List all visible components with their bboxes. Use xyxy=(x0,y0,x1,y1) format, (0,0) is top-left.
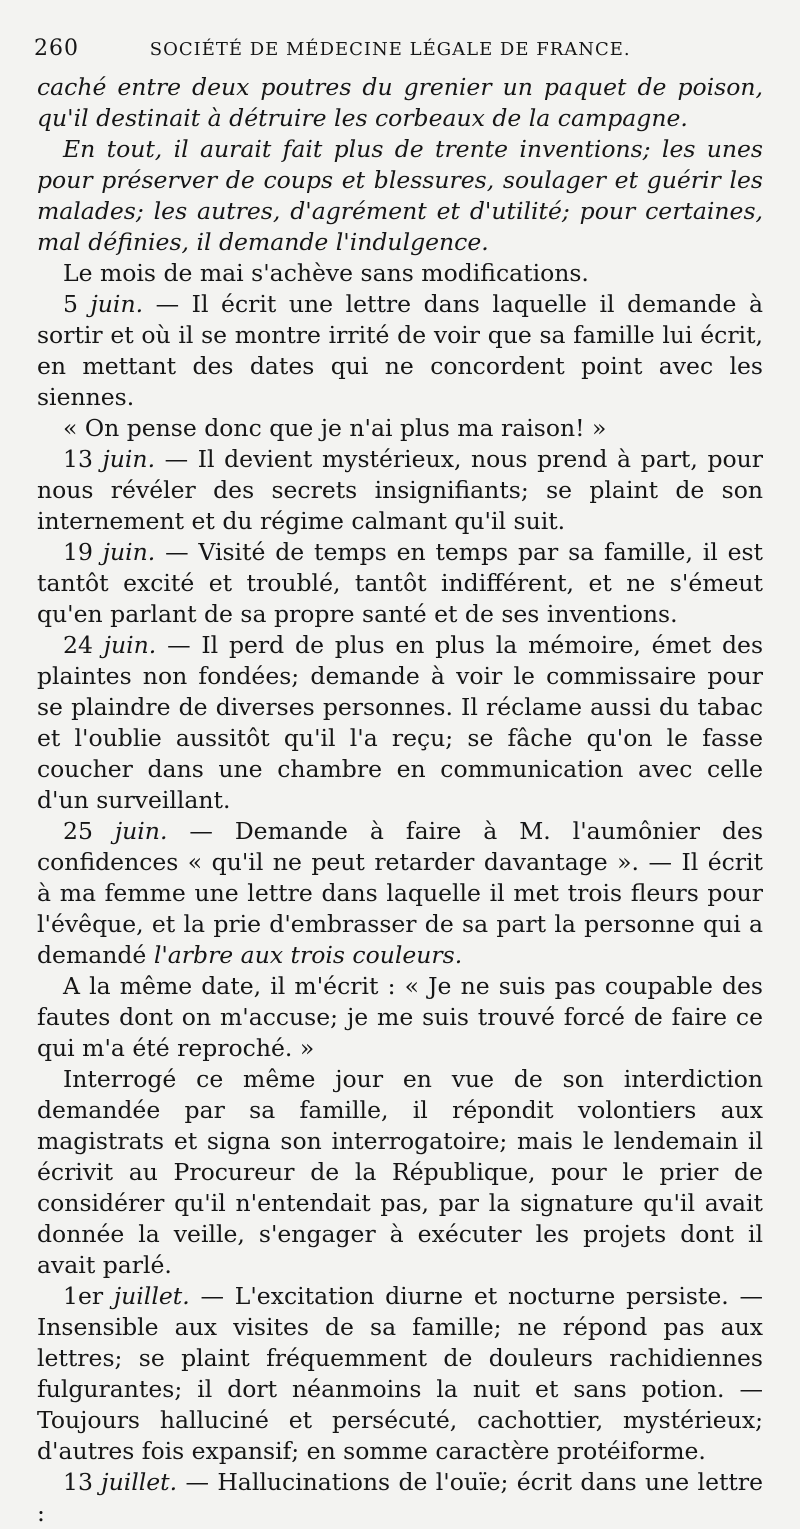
text-run: Interrogé ce même jour en vue de son interdiction demandée par sa famille, il répondit volontiers aux magistrats et signa son interrogatoire; mais le lendemain il écrivit au Procureur de la République, pour le prier de considérer qu'il n'entendait pas, par la signature qu'il avait donnée la veille, s'engager à exécuter les projets dont il avait parlé. xyxy=(37,1065,763,1279)
text-run: Le mois de mai s'achève sans modifications. xyxy=(63,259,589,287)
italic-text: juin. xyxy=(102,538,156,566)
italic-text: juillet. xyxy=(101,1468,178,1496)
text-run: 24 xyxy=(63,631,104,659)
paragraph xyxy=(37,289,763,413)
paragraph xyxy=(37,134,763,258)
text-run: 13 xyxy=(63,445,103,473)
text-run: 19 xyxy=(63,538,103,566)
paragraph xyxy=(37,72,763,134)
paragraph xyxy=(37,1064,763,1281)
text-run: « On pense donc que je n'ai plus ma raison! » xyxy=(63,414,607,442)
italic-text: juin. xyxy=(90,290,144,318)
text-run: — Il perd de plus en plus la mémoire, émet des plaintes non fondées; demande à voir le commissaire pour se plaindre de diverses personnes. Il réclame aussi du tabac et l'oublie aussitôt qu'il l'a reçu; se fâche qu'on le fasse coucher dans une chambre en communication avec celle d'un surveillant. xyxy=(37,631,763,814)
paragraph xyxy=(37,444,763,537)
italic-text: juin. xyxy=(102,445,156,473)
text-run: — Il devient mystérieux, nous prend à part, pour nous révéler des secrets insignifiants; se plaint de son internement et du régime calmant qu'il suit. xyxy=(37,445,763,535)
italic-text: juin. xyxy=(114,817,168,845)
text-run: 25 xyxy=(63,817,115,845)
paragraph xyxy=(37,413,763,444)
text-run: — L'excitation diurne et nocturne persiste. — Insensible aux visites de sa famille; ne répond pas aux lettres; se plaint fréquemment de douleurs rachidiennes fulgurantes; il dort néanmoins la nuit et sans potion. — Toujours halluciné et persécuté, cachottier, mystérieux; d'autres fois expansif; en somme caractère protéiforme. xyxy=(37,1282,763,1465)
text-run: — Hallucinations de l'ouïe; écrit dans une lettre : xyxy=(37,1468,764,1527)
italic-text: caché entre deux poutres du grenier un paquet de poison, qu'il destinait à détruire les corbeaux de la campagne. xyxy=(37,73,763,132)
italic-text: l'arbre aux trois couleurs. xyxy=(153,941,463,969)
text-run: — Il écrit une lettre dans laquelle il demande à sortir et où il se montre irrité de voir que sa famille lui écrit, en mettant des dates qui ne concordent point avec les siennes. xyxy=(37,290,764,411)
text-run: — Demande à faire à M. l'aumônier des confidences « qu'il ne peut retarder davantage ». — Il écrit à ma femme une lettre dans laquelle il met trois fleurs pour l'évêque, et la prie d'embrasser de sa part la personne qui a demandé xyxy=(37,817,764,969)
italic-text: En tout, il aurait fait plus de trente inventions; les unes pour préserver de coups et blessures, soulager et guérir les malades; les autres, d'agrément et d'utilité; pour certaines, mal définies, il demande l'indulgence. xyxy=(37,135,763,256)
text-run: 1er xyxy=(63,1282,114,1310)
text-run: — Visité de temps en temps par sa famille, il est tantôt excité et troublé, tantôt indifférent, et ne s'émeut qu'en parlant de sa propre santé et de ses inventions. xyxy=(37,538,764,628)
paragraph xyxy=(37,630,763,816)
italic-text: juin. xyxy=(103,631,157,659)
paragraph xyxy=(37,816,763,971)
paragraph xyxy=(37,971,763,1064)
text-run: A la même date, il m'écrit : « Je ne suis pas coupable des fautes dont on m'accuse; je me suis trouvé forcé de faire ce qui m'a été reproché. » xyxy=(37,972,763,1062)
paragraph xyxy=(37,1467,763,1529)
running-title: SOCIÉTÉ DE MÉDECINE LÉGALE DE FRANCE. xyxy=(149,39,631,60)
paragraph xyxy=(37,1281,763,1467)
text-run: 13 xyxy=(63,1468,102,1496)
page-number: 260 xyxy=(34,36,79,61)
running-header xyxy=(34,36,774,61)
paragraph xyxy=(37,258,763,289)
italic-text: juillet. xyxy=(113,1282,190,1310)
text-run: 5 xyxy=(63,290,91,318)
paragraph xyxy=(37,537,763,630)
body-text xyxy=(37,72,763,1529)
